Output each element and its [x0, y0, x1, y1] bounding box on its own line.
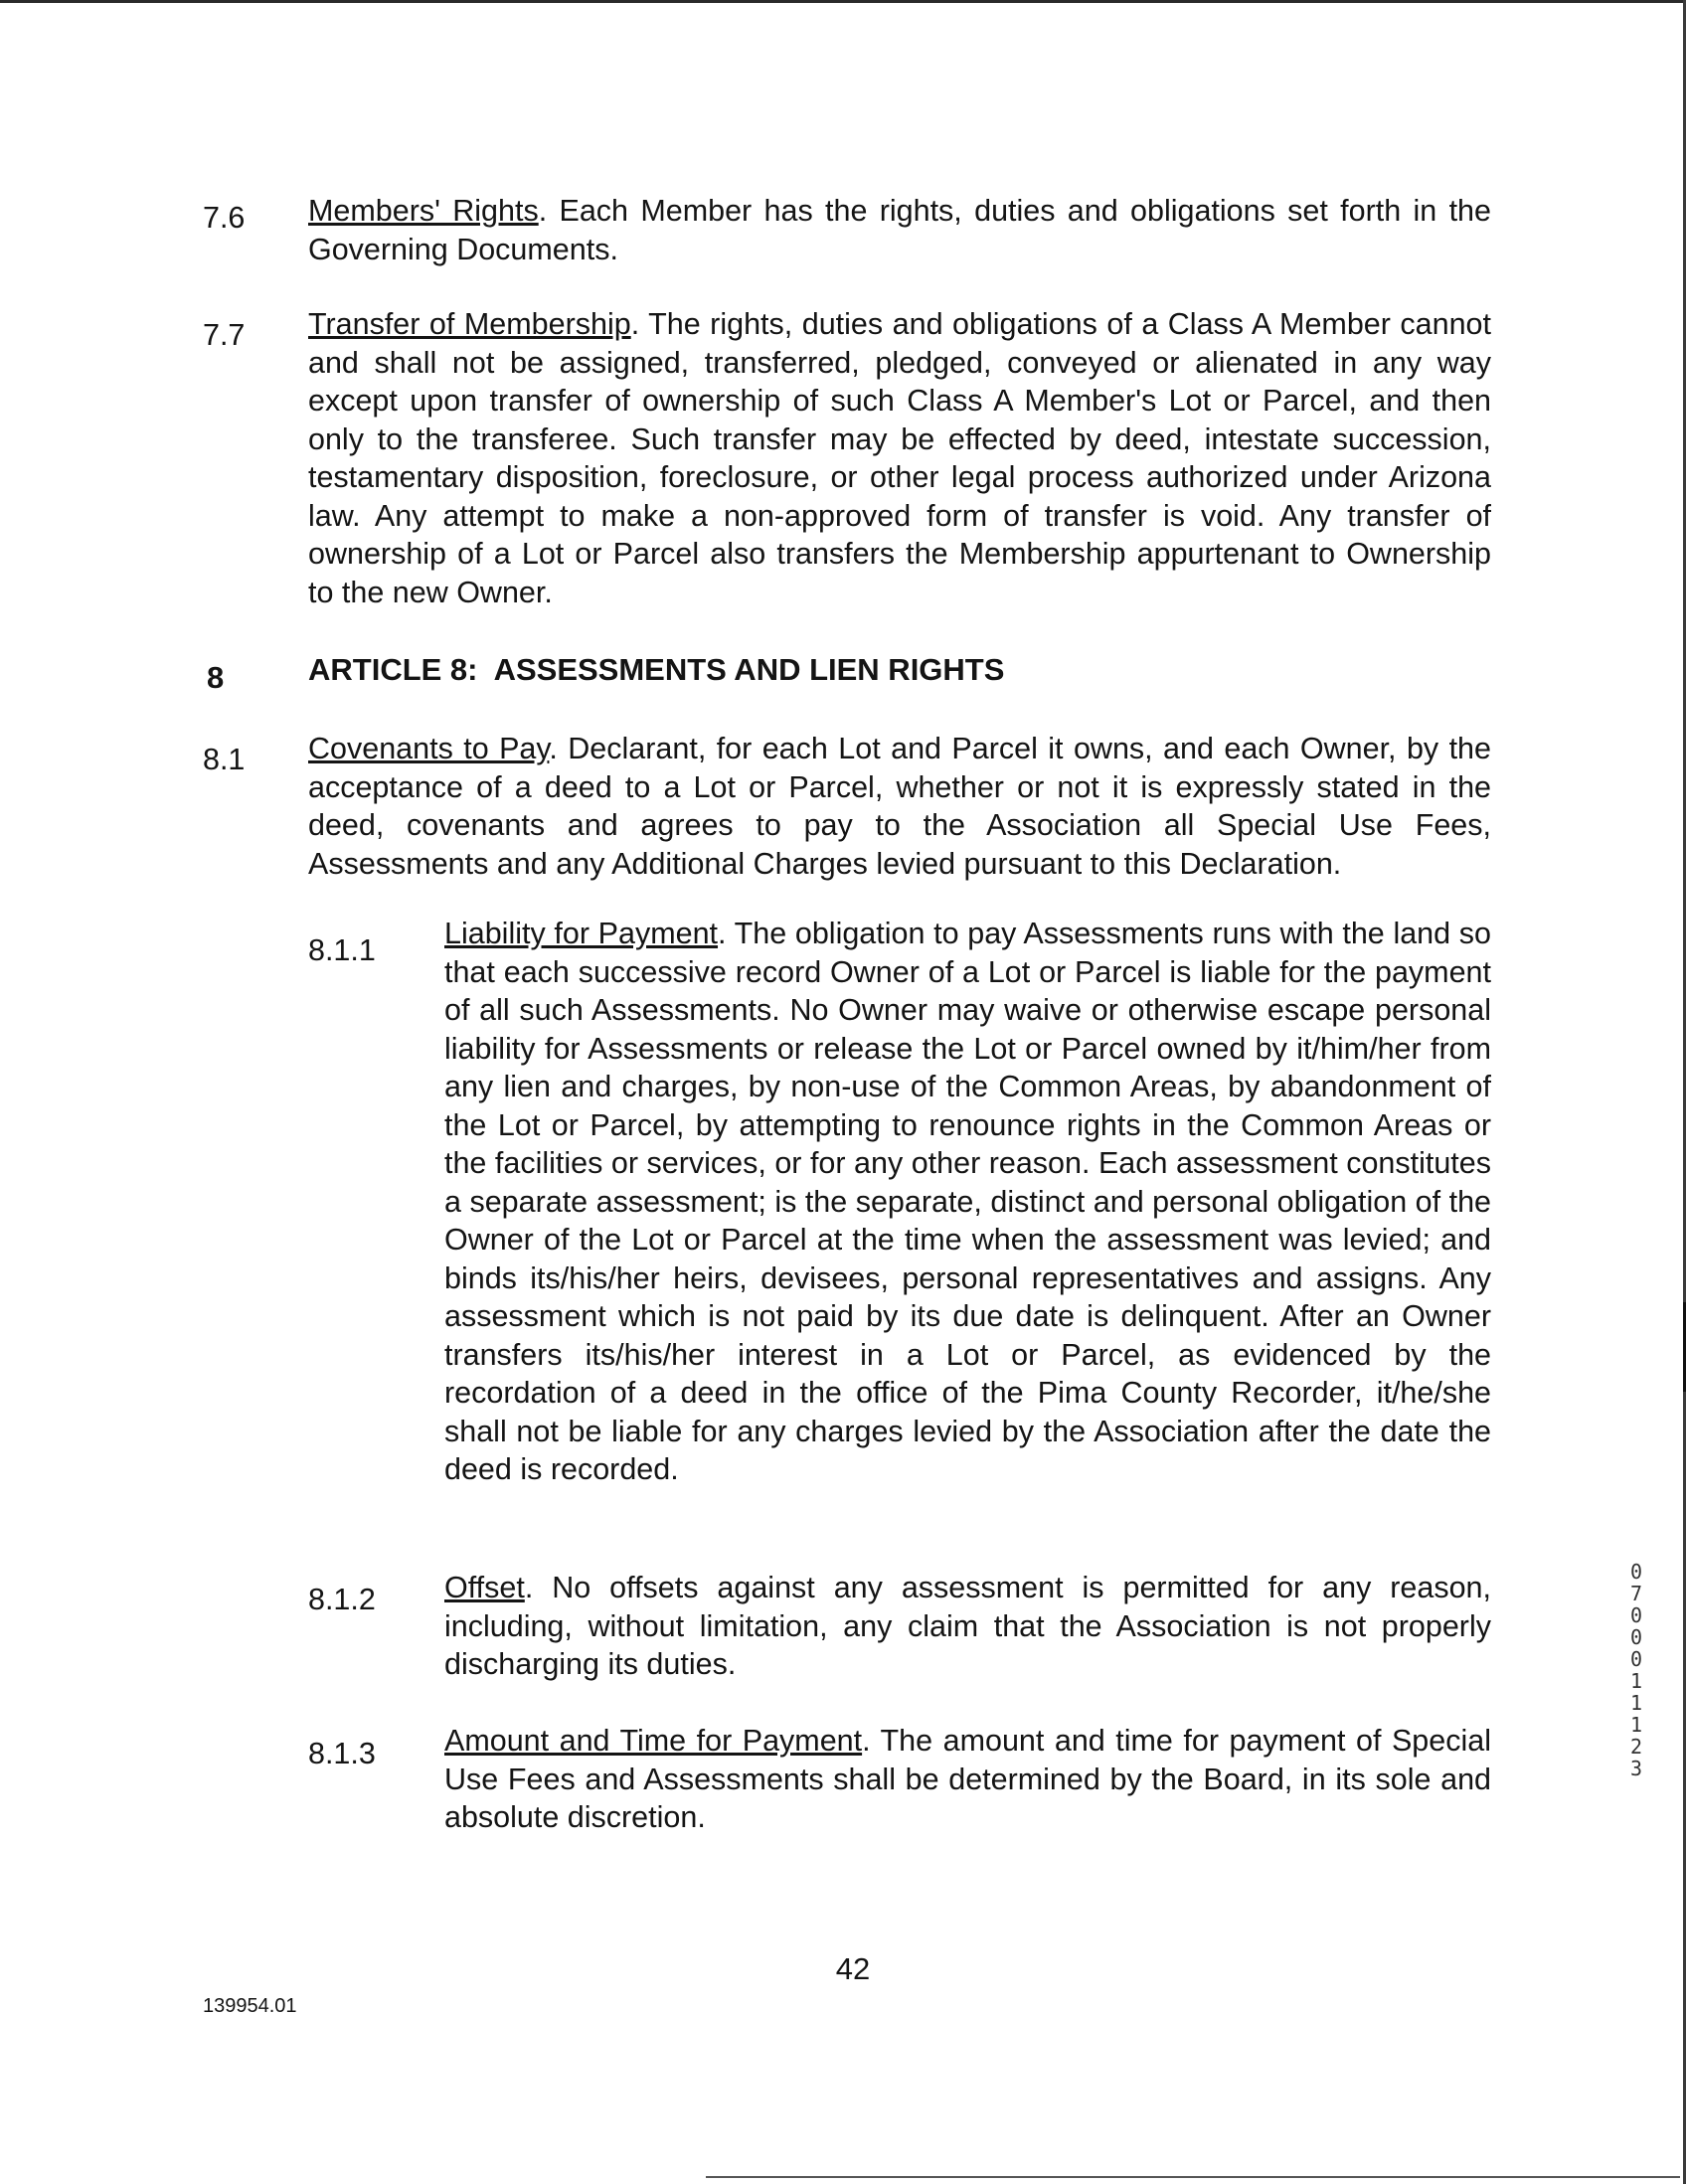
section-text	[308, 192, 1491, 268]
section-body: . The rights, duties and obligations of a Class A Member cannot and shall not be assigned, transferred, pledged, conveyed or alienated in any way except upon transfer of ownership of such Class A Member's Lot or Parcel, and then only to the transferee. Such transfer may be effected by deed, intestate succession, testamentary disposition, foreclosure, or other legal process authorized under Arizona law. Any attempt to make a non-approved form of transfer is void. Any transfer of ownership of a Lot or Parcel also transfers the Membership appurtenant to Ownership to the new Owner.	[308, 307, 1491, 609]
section-body: . Each Member has the rights, duties and obligations set forth in the Governing Documents.	[308, 194, 1491, 266]
scan-edge-top	[0, 0, 1686, 3]
section-text	[444, 1569, 1491, 1684]
section-number: 8.1.2	[308, 1583, 376, 1616]
article-title: ARTICLE 8: ASSESSMENTS AND LIEN RIGHTS	[308, 652, 1005, 687]
section-number: 7.6	[203, 201, 246, 235]
section-text	[308, 305, 1491, 611]
section-text	[444, 1722, 1491, 1837]
section-title: Liability for Payment	[444, 917, 719, 950]
scan-edge-bottom	[706, 2176, 1680, 2178]
section-text	[308, 730, 1491, 883]
section-body: . Declarant, for each Lot and Parcel it owns, and each Owner, by the acceptance of a deed to a Lot or Parcel, whether or not it is expressly stated in the deed, covenants and agrees to pay to the Association all Special Use Fees, Assessments and any Additional Charges levied pursuant to this Declaration.	[308, 732, 1491, 881]
section-title: Transfer of Membership	[308, 307, 631, 341]
section-body: . No offsets against any assessment is permitted for any reason, including, without limitation, any claim that the Association is not properly discharging its duties.	[444, 1571, 1491, 1681]
section-number: 7.7	[203, 318, 246, 352]
section-title: Amount and Time for Payment	[444, 1724, 863, 1758]
document-id: 139954.01	[203, 1995, 297, 2017]
section-title: Members' Rights	[308, 194, 539, 228]
recording-stamp: 0700011123	[1629, 1560, 1643, 1780]
section-text	[444, 915, 1491, 1489]
section-number: 8.1.3	[308, 1737, 376, 1770]
section-title: Offset	[444, 1571, 525, 1604]
page-number: 42	[835, 1951, 871, 1986]
section-body: . The amount and time for payment of Special Use Fees and Assessments shall be determined by the Board, in its sole and absolute discretion.	[444, 1724, 1491, 1834]
section-number: 8.1.1	[308, 933, 376, 967]
section-number: 8.1	[203, 743, 246, 776]
article-number: 8	[207, 660, 225, 695]
section-title: Covenants to Pay	[308, 732, 550, 765]
section-body: . The obligation to pay Assessments runs with the land so that each successive record Owner of a Lot or Parcel is liable for the payment of all such Assessments. No Owner may waive or otherwise escape personal liability for Assessments or release the Lot or Parcel owned by it/him/her from any lien and charges, by non-use of the Common Areas, by abandonment of the Lot or Parcel, by attempting to renounce rights in the Common Areas or the facilities or services, or for any other reason. Each assessment constitutes a separate assessment; is the separate, distinct and personal obligation of the Owner of the Lot or Parcel at the time when the assessment was levied; and binds its/his/her heirs, devisees, personal representatives and assigns. Any assessment which is not paid by its due date is delinquent. After an Owner transfers its/his/her interest in a Lot or Parcel, as evidenced by the recordation of a deed in the office of the Pima County Recorder, it/he/she shall not be liable for any charges levied by the Association after the date the deed is recorded.	[444, 917, 1491, 1486]
